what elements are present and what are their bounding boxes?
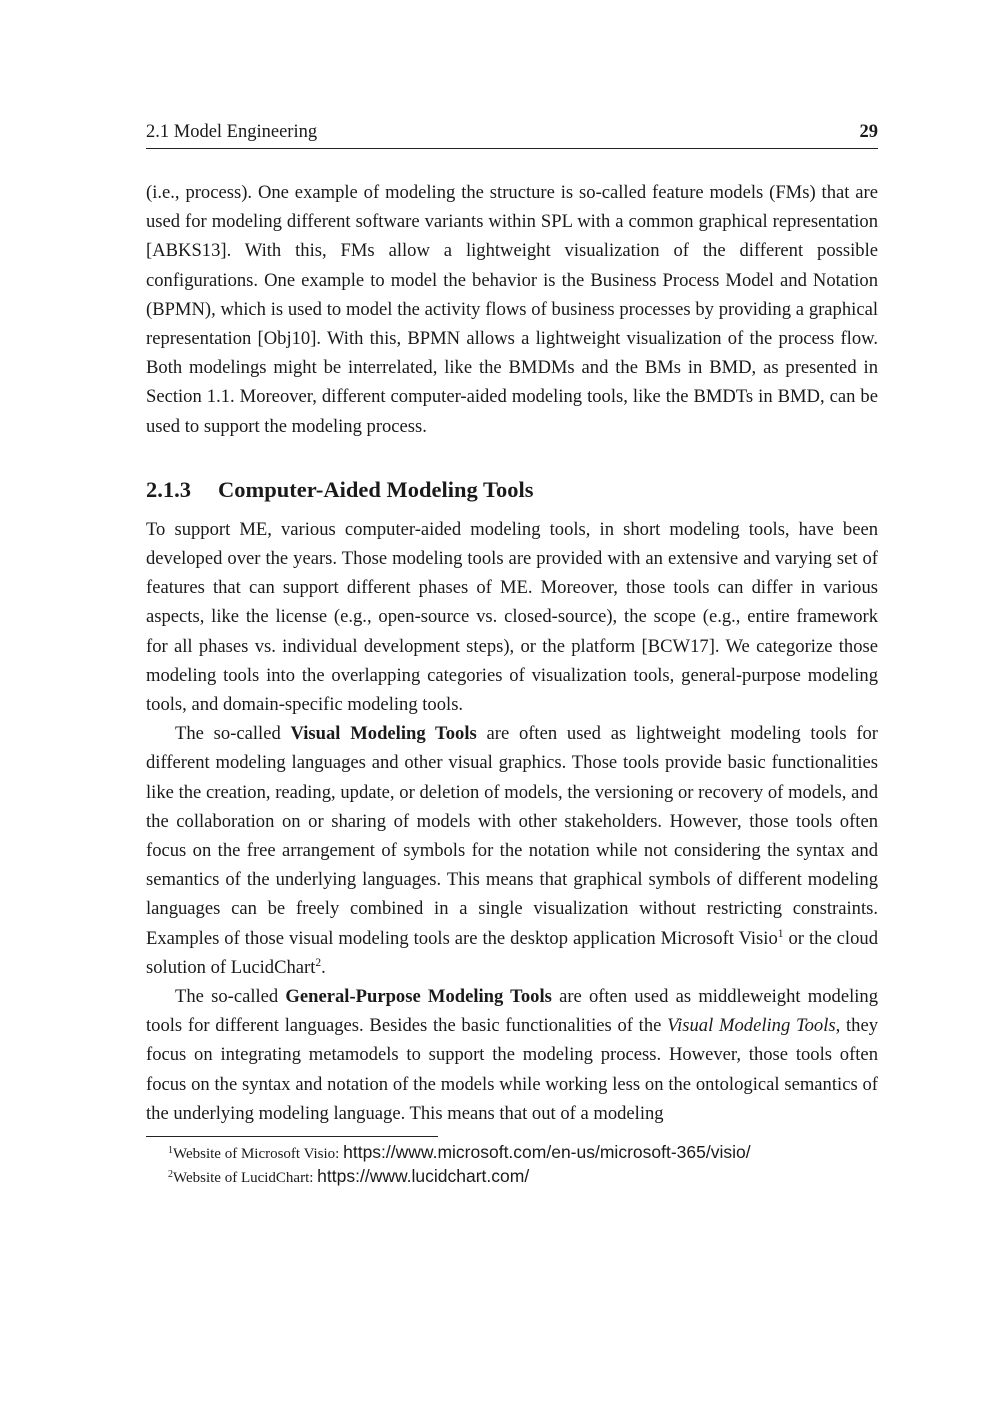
header-section-ref: 2.1 Model Engineering — [146, 122, 318, 142]
section-heading — [146, 475, 878, 505]
body-text — [146, 178, 878, 1128]
section-number: 2.1.3 — [146, 476, 191, 502]
footnote-ref-2[interactable]: 2 — [315, 956, 322, 969]
footnote-ref-1[interactable]: 1 — [777, 927, 784, 940]
footnotes — [146, 1136, 878, 1189]
footnote-1-url[interactable]: https://www.microsoft.com/en-us/microsoft-365/visio/ — [343, 1142, 751, 1162]
paragraph-visual-modeling-tools: The so-called Visual Modeling Tools are often used as lightweight modeling tools for different modeling languages and other visual graphics. Those tools provide basic functionalities like the creation, reading, update, or deletion of models, the versioning or recovery of models, and the collaboration on or sharing of models with other stakeholders. However, those tools often focus on the free arrangement of symbols for the notation while not considering the syntax and semantics of the underlying languages. This means that graphical symbols of different modeling languages can be freely combined in a single visualization without restricting constraints. Examples of those visual modeling tools are the desktop application Microsoft Visio$^1$ or the cloud solution of LucidChart$^2$. — [146, 723, 878, 978]
italic-visual-modeling-tools: Visual Modeling Tools — [667, 1015, 836, 1037]
footnote-rule — [146, 1136, 438, 1137]
running-header — [146, 120, 878, 149]
section-title: Computer-Aided Modeling Tools — [218, 476, 534, 502]
footnote-2-url[interactable]: https://www.lucidchart.com/ — [317, 1166, 530, 1186]
page-number: 29 — [859, 122, 878, 142]
footnote-2: $^2$Website of LucidChart: https://www.lucidchart.com/ — [168, 1166, 530, 1186]
term-general-purpose-modeling-tools: General-Purpose Modeling Tools — [285, 986, 552, 1008]
footnote-1: $^1$Website of Microsoft Visio: https://www.microsoft.com/en-us/microsoft-365/visio/ — [168, 1142, 751, 1162]
paragraph-general-purpose-modeling-tools: The so-called General-Purpose Modeling Tools are often used as middleweight modeling tools for different languages. Besides the basic functionalities of the Visual Modeling Tools, they focus on integrating metamodels to support the modeling process. However, those tools often focus on the syntax and notation of the models while working less on the ontological semantics of the underlying modeling language. This means that out of a modeling — [146, 986, 878, 1124]
paragraph-continued: (i.e., process). One example of modeling the structure is so-called feature models (FMs) that are used for modeling different software variants within SPL with a common graphical representation [ABKS13]. With this, FMs allow a lightweight visualization of the different possible configurations. One example to model the behavior is the Business Process Model and Notation (BPMN), which is used to model the activity flows of business processes by providing a graphical representation [Obj10]. With this, BPMN allows a lightweight visualization of the process flow. Both modelings might be interrelated, like the BMDMs and the BMs in BMD, as presented in Section 1.1. Moreover, different computer-aided modeling tools, like the BMDTs in BMD, can be used to support the modeling process. — [146, 182, 878, 437]
paragraph-intro: To support ME, various computer-aided modeling tools, in short modeling tools, have been developed over the years. Those modeling tools are provided with an extensive and varying set of features that can support different phases of ME. Moreover, those tools can differ in various aspects, like the license (e.g., open-source vs. closed-source), the scope (e.g., entire framework for all phases vs. individual development steps), or the platform [BCW17]. We categorize those modeling tools into the overlapping categories of visualization tools, general-purpose modeling tools, and domain-specific modeling tools. — [146, 518, 878, 716]
term-visual-modeling-tools: Visual Modeling Tools — [290, 723, 477, 745]
